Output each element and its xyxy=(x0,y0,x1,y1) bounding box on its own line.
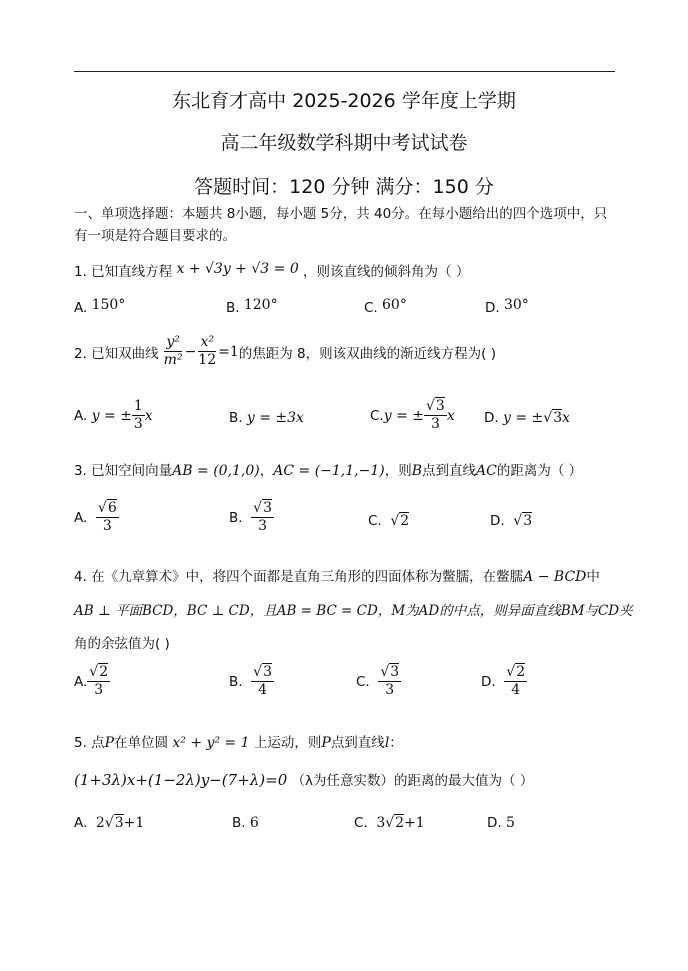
q5-option-b: B. 6 xyxy=(232,815,259,831)
q1-option-b: B. 120° xyxy=(226,297,278,316)
q5-option-d: D. 5 xyxy=(487,815,515,831)
header-rule xyxy=(74,71,615,72)
q4-option-b: B. $\frac{√3}{4}$ xyxy=(229,664,272,698)
exam-time-score: 答题时间：120 分钟 满分：150 分 xyxy=(194,176,494,198)
q1-stem: 1. 已知直线方程 x + √3y + √3 = 0 ，则该直线的倾斜角为（ ） xyxy=(74,261,470,280)
q3-option-a: A. $\frac{√6}{3}$ xyxy=(74,500,117,534)
q4-line3: 角的余弦值为( ) xyxy=(74,636,170,652)
q2-frac-x: $\frac{\text{x²}}{12}$ xyxy=(198,334,217,368)
exam-subject-title: 高二年级数学科期中考试试卷 xyxy=(220,132,468,154)
q5-line1: 5. 点P在单位圆 x² + y² = 1 上运动，则P点到直线l： xyxy=(74,735,403,751)
q4-line1: 4. 在《九章算术》中，将四个面都是直角三角形的四面体称为鳖臑，在鳖臑A − BCD中 xyxy=(74,569,600,585)
q3-option-c: C. √2 xyxy=(368,513,410,529)
q2-option-c: C. y = ± $\frac{√3}{3}$ x xyxy=(370,398,455,432)
q4-line2: AB ⊥ 平面BCD，BC ⊥ CD，且AB = BC = CD，M为AD的中点，则异面直线BM与CD夹 xyxy=(74,603,633,619)
q5-option-a: A. 2√3+1 xyxy=(74,815,145,831)
q3-option-b: B. $\frac{√3}{3}$ xyxy=(229,500,272,534)
q3-option-d: D. √3 xyxy=(490,513,533,529)
q2-option-b: B. y = ±3x xyxy=(229,410,304,426)
q3-stem: 3. 已知空间向量AB = (0,1,0)，AC = (−1,1,−1)，则B点到直线AC的距离为（ ） xyxy=(74,463,583,479)
q1-option-c: C. 60° xyxy=(364,297,407,316)
q1-option-a: A. 150° xyxy=(74,297,126,316)
q2-frac-y: $\frac{\text{y²}}{\text{m²}}$ xyxy=(163,334,183,368)
q1-option-d: D. 30° xyxy=(485,297,529,316)
q4-option-d: D. $\frac{√2}{4}$ xyxy=(481,664,526,698)
q4-option-a: A. $\frac{√2}{3}$ xyxy=(74,664,109,698)
exam-school-title: 东北育才高中 2025-2026 学年度上学期 xyxy=(172,90,516,112)
q2-option-d: D. y = ±√3x xyxy=(484,410,571,426)
q2-option-a: A. y = ± $\frac{1}{3}$ x xyxy=(74,398,153,432)
q4-option-c: C. $\frac{√3}{3}$ xyxy=(356,664,400,698)
q2-stem: 2. 已知双曲线 $\frac{\text{y²}}{\text{m²}}$ − $\frac{\text{x²}}{12}$ =1 的焦距为 8，则该双曲线的渐近线方程为( ) xyxy=(74,334,496,368)
q5-line2: (1+3λ)x+(1−2λ)y−(7+λ)=0 （λ为任意实数）的距离的最大值为（ ） xyxy=(74,771,534,789)
q5-option-c: C. 3√2+1 xyxy=(354,815,425,831)
section1-intro: 一、单项选择题：本题共 8小题，每小题 5分，共 40分。在每小题给出的四个选项中，只有一项是符合题目要求的。 xyxy=(74,206,608,244)
